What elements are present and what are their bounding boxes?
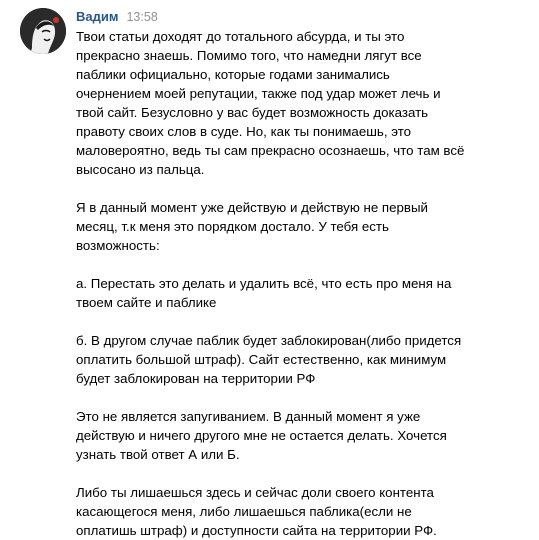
message-paragraph: Я в данный момент уже действую и действую не первый месяц, т.к меня это порядком достало. У тебя есть возможность: — [76, 200, 428, 253]
message-paragraph: Это не является запугиванием. В данный момент я уже действую и ничего другого мне не остается делать. Хочется узнать твой ответ А или Б. — [76, 409, 447, 462]
user-avatar-icon — [20, 8, 66, 54]
avatar[interactable] — [20, 8, 66, 54]
message-text — [76, 27, 526, 540]
message-paragraph: б. В другом случае паблик будет заблокирован(либо придется оплатить большой штраф). Сайт естественно, как минимум будет заблокирован на территории РФ — [76, 333, 462, 386]
message-paragraph: Твои статьи доходят до тотального абсурда, и ты это прекрасно знаешь. Помимо того, что намедни лягут все паблики официально, которые годами занимались очернением моей репутации, также под удар может лечь и твой сайт. Безусловно у вас будет возможность доказать правоту своих слов в суде. Но, как ты понимаешь, это маловероятно, ведь ты сам прекрасно осознаешь, что там всё высосано из пальца. — [76, 29, 465, 177]
author-name[interactable]: Вадим — [76, 9, 119, 24]
message-body — [76, 8, 526, 540]
message-paragraph: а. Перестать это делать и удалить всё, что есть про меня на твоем сайте и паблике — [76, 276, 452, 310]
message-time: 13:58 — [126, 10, 158, 24]
message-header — [76, 8, 526, 26]
message-paragraph: Либо ты лишаешься здесь и сейчас доли своего контента касающегося меня, либо лишаешься паблика(если не оплатишь штраф) и доступности сайта на территории РФ. — [76, 485, 437, 538]
message — [20, 8, 535, 540]
